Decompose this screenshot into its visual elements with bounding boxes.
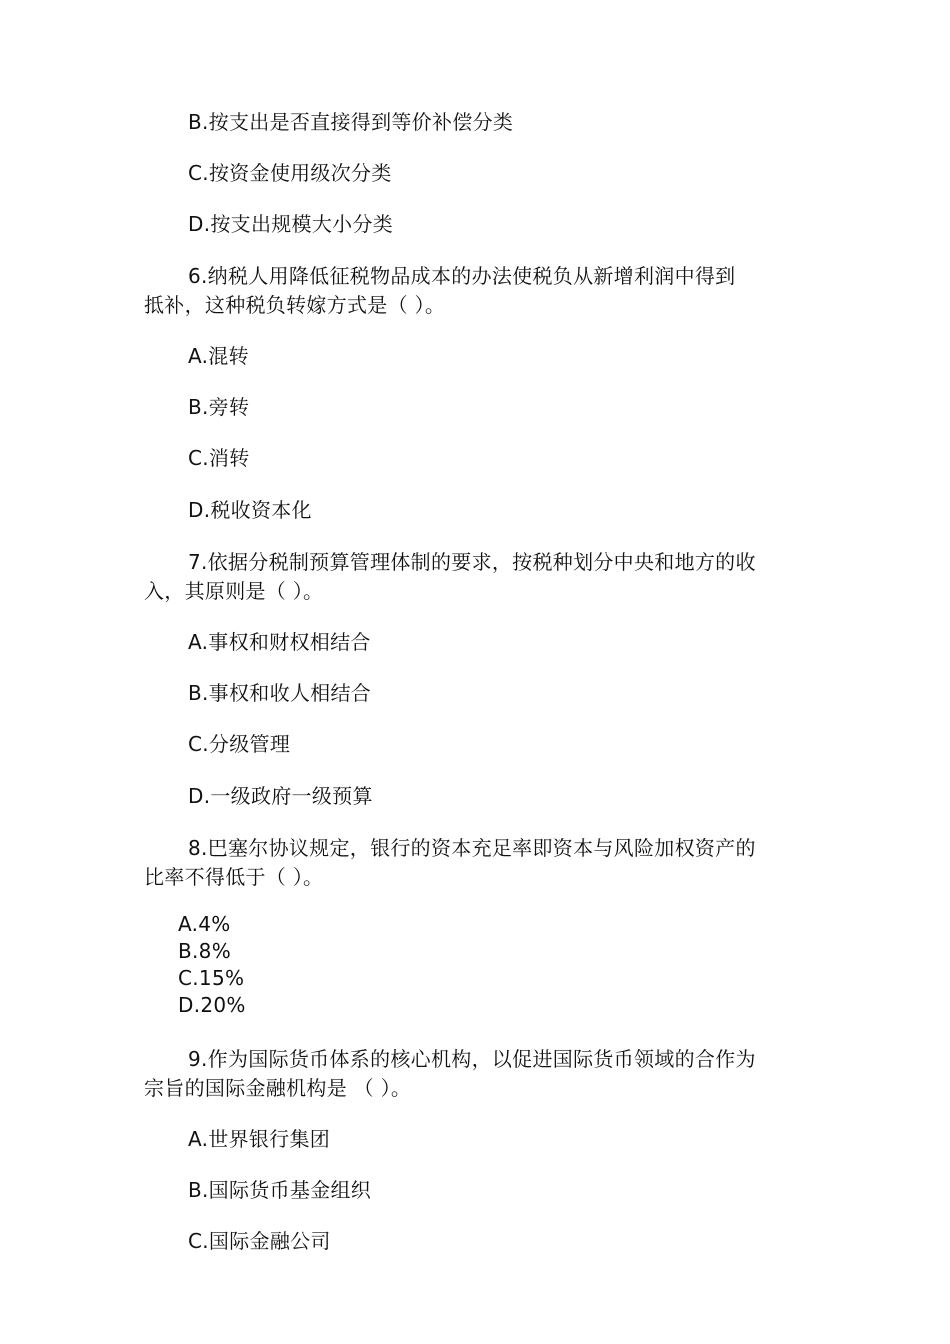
question-9-line-1: 9.作为国际货币体系的核心机构，以促进国际货币领域的合作为 [188, 1047, 756, 1071]
question-8-line-1: 8.巴塞尔协议规定，银行的资本充足率即资本与风险加权资产的 [188, 836, 756, 860]
option-7b: B.事权和收人相结合 [188, 681, 372, 705]
option-7a: A.事权和财权相结合 [188, 630, 371, 654]
option-7d: D.一级政府一级预算 [188, 784, 373, 808]
option-7c: C.分级管理 [188, 732, 291, 756]
question-6-line-1: 6.纳税人用降低征税物品成本的办法使税负从新增利润中得到 [188, 264, 736, 288]
option-9c: C.国际金融公司 [188, 1229, 331, 1253]
option-9a: A.世界银行集团 [188, 1127, 331, 1151]
question-6-line-2: 抵补，这种税负转嫁方式是（ ）。 [144, 293, 446, 317]
option-8d: D.20% [178, 993, 246, 1017]
option-6a: A.混转 [188, 344, 249, 368]
option-8c: C.15% [178, 966, 245, 990]
option-6b: B.旁转 [188, 395, 250, 419]
option-9b: B.国际货币基金组织 [188, 1178, 372, 1202]
option-8a: A.4% [178, 912, 231, 936]
question-9-line-2: 宗旨的国际金融机构是 （ ）。 [144, 1076, 412, 1100]
option-5c: C.按资金使用级次分类 [188, 161, 392, 185]
option-5d: D.按支出规模大小分类 [188, 212, 394, 236]
option-6c: C.消转 [188, 446, 250, 470]
option-8b: B.8% [178, 939, 232, 963]
option-5b: B.按支出是否直接得到等价补偿分类 [188, 110, 514, 134]
question-8-line-2: 比率不得低于（ ）。 [144, 865, 324, 889]
question-7-line-1: 7.依据分税制预算管理体制的要求，按税种划分中央和地方的收 [188, 550, 756, 574]
question-7-line-2: 入，其原则是（ ）。 [144, 579, 324, 603]
option-6d: D.税收资本化 [188, 498, 312, 522]
